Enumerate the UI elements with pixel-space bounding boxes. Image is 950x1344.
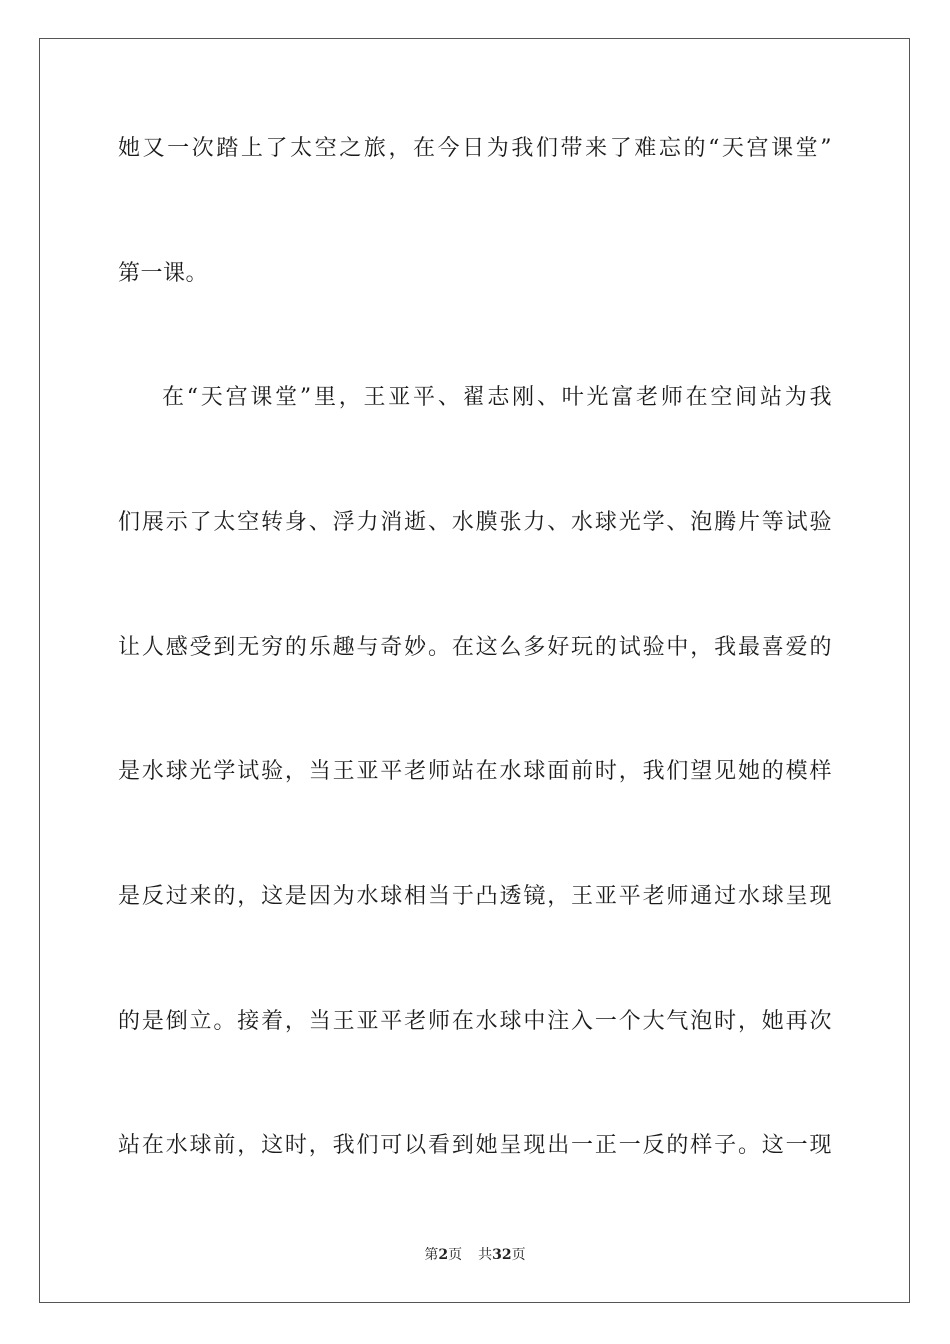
page-footer — [0, 1246, 950, 1264]
footer-page-suffix: 页 — [448, 1247, 463, 1263]
paragraph-2-line-7: 站在水球前，这时，我们可以看到她呈现出一正一反的样子。这一现 — [118, 1133, 832, 1158]
footer-total-pages: 32 — [492, 1247, 512, 1263]
footer-page-number: 2 — [438, 1247, 449, 1263]
paragraph-2-line-3: 让人感受到无穷的乐趣与奇妙。在这么多好玩的试验中，我最喜爱的 — [118, 635, 832, 660]
page-border — [39, 38, 910, 1303]
paragraph-2-line-6: 的是倒立。接着，当王亚平老师在水球中注入一个大气泡时，她再次 — [118, 1009, 832, 1034]
paragraph-2-line-4: 是水球光学试验，当王亚平老师站在水球面前时，我们望见她的模样 — [118, 759, 832, 784]
paragraph-2-line-5: 是反过来的，这是因为水球相当于凸透镜，王亚平老师通过水球呈现 — [118, 884, 832, 909]
paragraph-1-line-2: 第一课。 — [118, 261, 209, 286]
footer-total-prefix: 共 — [478, 1247, 493, 1263]
paragraph-2-line-1: 在“天宫课堂”里，王亚平、翟志刚、叶光富老师在空间站为我 — [162, 385, 832, 410]
footer-total-suffix: 页 — [511, 1247, 526, 1263]
paragraph-1-line-1: 她又一次踏上了太空之旅，在今日为我们带来了难忘的“天宫课堂” — [118, 136, 832, 161]
paragraph-2-line-2: 们展示了太空转身、浮力消逝、水膜张力、水球光学、泡腾片等试验 — [118, 510, 832, 535]
footer-page-prefix: 第 — [424, 1247, 439, 1263]
